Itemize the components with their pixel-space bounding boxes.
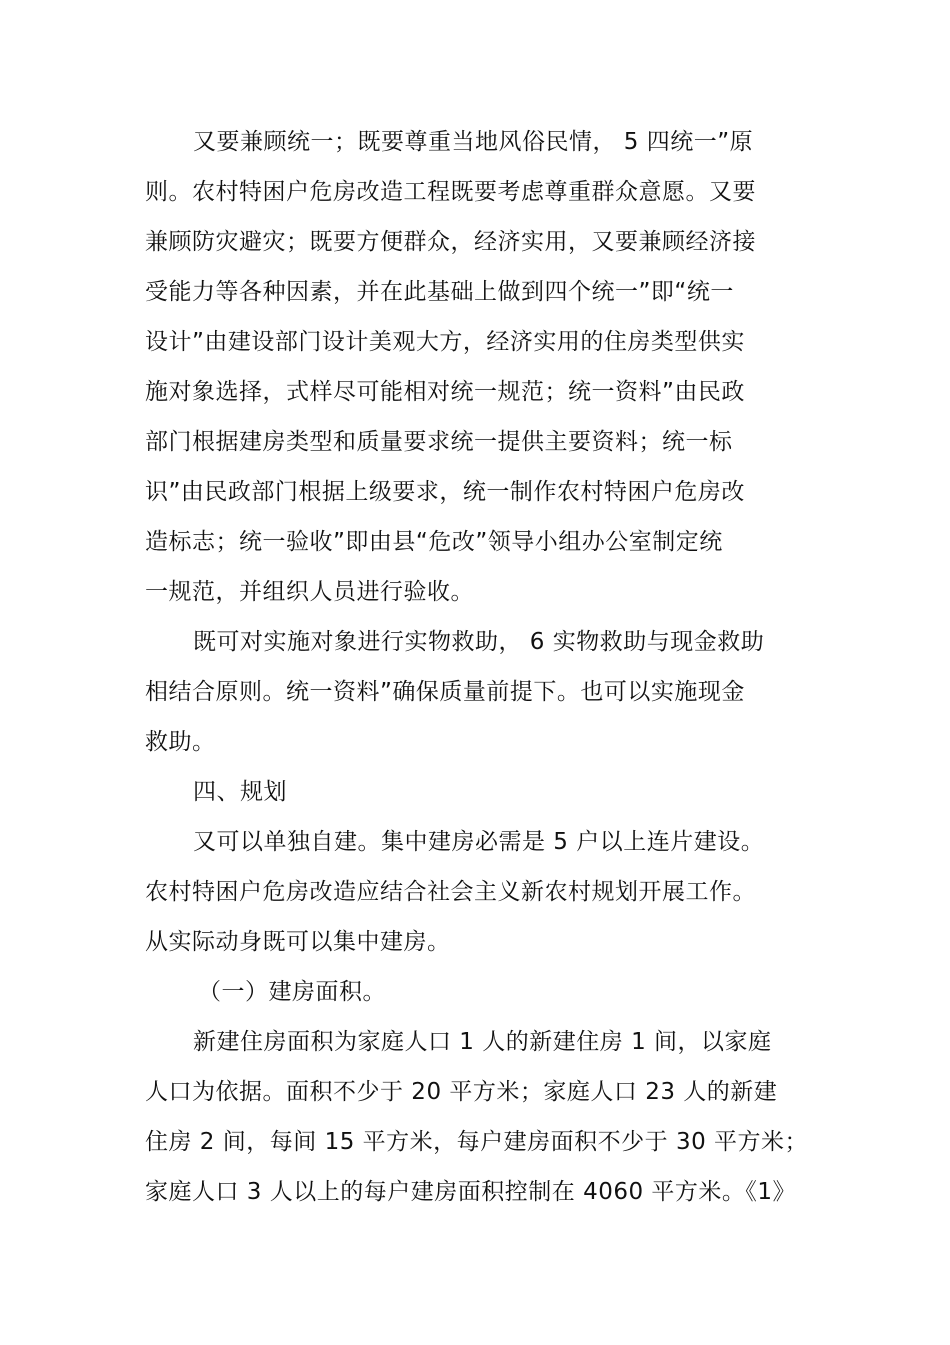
paragraph-line: 设计”由建设部门设计美观大方，经济实用的住房类型供实 [145, 329, 745, 355]
paragraph-line: 施对象选择，式样尽可能相对统一规范；统一资料”由民政 [145, 379, 745, 405]
paragraph-line: 又要兼顾统一；既要尊重当地风俗民情， 5 四统一”原 [193, 129, 754, 155]
paragraph-line: 一规范，并组织人员进行验收。 [145, 579, 474, 605]
subsection-heading: （一）建房面积。 [198, 979, 386, 1005]
paragraph-line: 人口为依据。面积不少于 20 平方米；家庭人口 23 人的新建 [145, 1079, 778, 1105]
paragraph-line: 受能力等各种因素，并在此基础上做到四个统一”即“统一 [145, 279, 734, 305]
section-heading: 四、规划 [193, 779, 287, 805]
paragraph-line: 又可以单独自建。集中建房必需是 5 户以上连片建设。 [193, 829, 765, 855]
paragraph-line: 兼顾防灾避灾；既要方便群众，经济实用，又要兼顾经济接 [145, 229, 756, 255]
paragraph-line: 住房 2 间，每间 15 平方米，每户建房面积不少于 30 平方米； [145, 1129, 809, 1155]
paragraph-line: 新建住房面积为家庭人口 1 人的新建住房 1 间，以家庭 [193, 1029, 772, 1055]
paragraph-line: 造标志；统一验收”即由县“危改”领导小组办公室制定统 [145, 529, 723, 555]
paragraph-line: 相结合原则。统一资料”确保质量前提下。也可以实施现金 [145, 679, 745, 705]
paragraph-line: 从实际动身既可以集中建房。 [145, 929, 451, 955]
paragraph-line: 识”由民政部门根据上级要求，统一制作农村特困户危房改 [145, 479, 745, 505]
paragraph-line: 则。农村特困户危房改造工程既要考虑尊重群众意愿。又要 [145, 179, 756, 205]
paragraph-line: 家庭人口 3 人以上的每户建房面积控制在 4060 平方米。《1》 [145, 1179, 797, 1205]
paragraph-line: 农村特困户危房改造应结合社会主义新农村规划开展工作。 [145, 879, 756, 905]
paragraph-line: 既可对实施对象进行实物救助， 6 实物救助与现金救助 [193, 629, 765, 655]
paragraph-line: 部门根据建房类型和质量要求统一提供主要资料；统一标 [145, 429, 733, 455]
paragraph-line: 救助。 [145, 729, 216, 755]
